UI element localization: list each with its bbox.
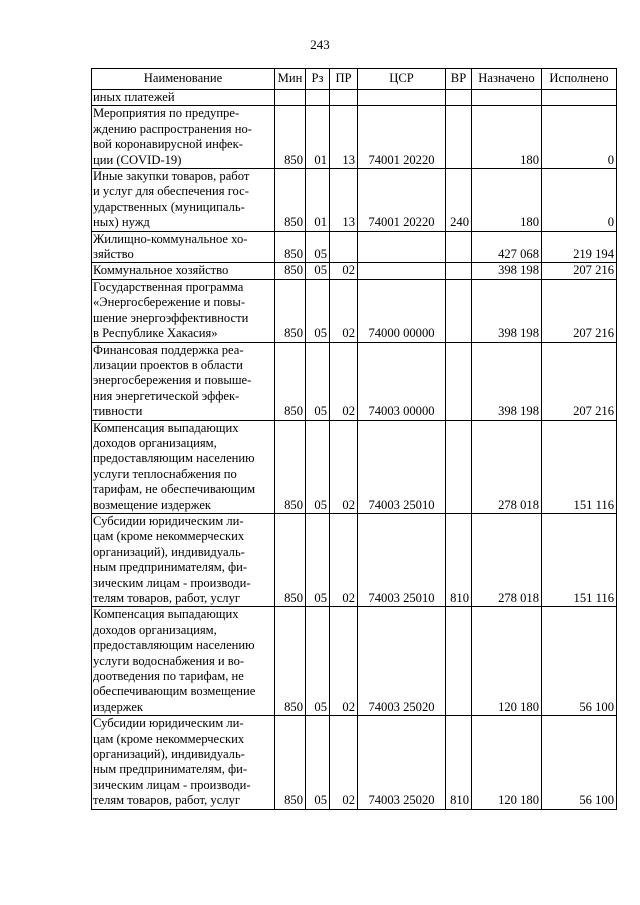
cell-assigned (472, 90, 542, 106)
cell-min: 850 (275, 279, 306, 342)
cell-min: 850 (275, 420, 306, 513)
cell-rz: 05 (306, 513, 330, 606)
cell-assigned: 180 (472, 106, 542, 169)
cell-rz: 05 (306, 342, 330, 420)
cell-name: Компенсация выпадающих доходов организациям, предоставляющим населению услуги теплоснабжения по тарифам, не обеспечивающим возмещение издержек (92, 420, 275, 513)
cell-min: 850 (275, 231, 306, 263)
cell-csr (358, 90, 446, 106)
col-header-pr: ПР (330, 69, 358, 90)
cell-pr: 02 (330, 279, 358, 342)
table-row (92, 342, 617, 420)
cell-assigned: 398 198 (472, 279, 542, 342)
cell-name: Субсидии юридическим ли- цам (кроме некоммерческих организаций), индивидуаль- ным предпринимателям, фи- зическим лицам - производи- телям товаров, работ, услуг (92, 716, 275, 809)
cell-pr (330, 231, 358, 263)
table-row (92, 279, 617, 342)
cell-executed: 151 116 (542, 420, 617, 513)
cell-min: 850 (275, 607, 306, 716)
budget-table (91, 68, 617, 810)
cell-csr: 74003 00000 (358, 342, 446, 420)
cell-vr (446, 90, 472, 106)
cell-name: Субсидии юридическим ли- цам (кроме некоммерческих организаций), индивидуаль- ным предпринимателям, фи- зическим лицам - производи- телям товаров, работ, услуг (92, 513, 275, 606)
cell-min: 850 (275, 342, 306, 420)
cell-vr: 810 (446, 716, 472, 809)
cell-rz: 01 (306, 169, 330, 232)
cell-name: Финансовая поддержка реа- лизации проектов в области энергосбережения и повыше- ния энергетической эффек- тивности (92, 342, 275, 420)
cell-min: 850 (275, 169, 306, 232)
cell-rz: 05 (306, 607, 330, 716)
cell-executed: 56 100 (542, 607, 617, 716)
cell-vr (446, 279, 472, 342)
table-header-row (92, 69, 617, 90)
cell-pr: 02 (330, 420, 358, 513)
cell-rz: 01 (306, 106, 330, 169)
cell-vr: 810 (446, 513, 472, 606)
cell-pr (330, 90, 358, 106)
cell-name: Коммунальное хозяйство (92, 263, 275, 279)
cell-pr: 02 (330, 263, 358, 279)
table-row (92, 263, 617, 279)
col-header-min: Мин (275, 69, 306, 90)
cell-min: 850 (275, 716, 306, 809)
cell-assigned: 278 018 (472, 513, 542, 606)
cell-executed: 151 116 (542, 513, 617, 606)
cell-assigned: 427 068 (472, 231, 542, 263)
cell-vr (446, 342, 472, 420)
cell-executed: 207 216 (542, 263, 617, 279)
cell-name: Государственная программа «Энергосбережение и повы- шение энергоэффективности в Республике Хакасия» (92, 279, 275, 342)
col-header-name: Наименование (92, 69, 275, 90)
cell-pr: 02 (330, 716, 358, 809)
table-row (92, 169, 617, 232)
page-number: 243 (310, 37, 330, 52)
cell-pr: 02 (330, 607, 358, 716)
cell-csr: 74001 20220 (358, 169, 446, 232)
cell-rz: 05 (306, 263, 330, 279)
cell-csr: 74003 25010 (358, 513, 446, 606)
cell-executed: 207 216 (542, 342, 617, 420)
cell-name: Мероприятия по предупре- ждению распространения но- вой коронавирусной инфек- ции (COVID-19) (92, 106, 275, 169)
cell-executed: 0 (542, 106, 617, 169)
cell-assigned: 398 198 (472, 263, 542, 279)
table-row (92, 106, 617, 169)
cell-vr: 240 (446, 169, 472, 232)
cell-csr: 74003 25020 (358, 716, 446, 809)
table-row (92, 513, 617, 606)
table-row (92, 716, 617, 809)
cell-vr (446, 231, 472, 263)
cell-csr: 74001 20220 (358, 106, 446, 169)
table-row (92, 90, 617, 106)
cell-min: 850 (275, 263, 306, 279)
cell-vr (446, 607, 472, 716)
cell-csr: 74003 25010 (358, 420, 446, 513)
cell-assigned: 120 180 (472, 716, 542, 809)
cell-pr: 13 (330, 169, 358, 232)
cell-executed: 207 216 (542, 279, 617, 342)
col-header-vr: ВР (446, 69, 472, 90)
cell-rz: 05 (306, 231, 330, 263)
cell-pr: 02 (330, 513, 358, 606)
cell-name: Иные закупки товаров, работ и услуг для обеспечения гос- ударственных (муниципаль- ных) нужд (92, 169, 275, 232)
cell-csr: 74000 00000 (358, 279, 446, 342)
cell-assigned: 120 180 (472, 607, 542, 716)
cell-pr: 13 (330, 106, 358, 169)
table-row (92, 607, 617, 716)
cell-name: Жилищно-коммунальное хо- зяйство (92, 231, 275, 263)
cell-assigned: 278 018 (472, 420, 542, 513)
cell-csr: 74003 25020 (358, 607, 446, 716)
col-header-executed: Исполнено (542, 69, 617, 90)
col-header-rz: Рз (306, 69, 330, 90)
cell-rz (306, 90, 330, 106)
cell-executed: 56 100 (542, 716, 617, 809)
cell-executed: 219 194 (542, 231, 617, 263)
cell-vr (446, 106, 472, 169)
cell-executed (542, 90, 617, 106)
cell-csr (358, 231, 446, 263)
cell-csr (358, 263, 446, 279)
cell-name: иных платежей (92, 90, 275, 106)
cell-name: Компенсация выпадающих доходов организациям, предоставляющим населению услуги водоснабжения и во- доотведения по тарифам, не обеспечивающим возмещение издержек (92, 607, 275, 716)
cell-assigned: 180 (472, 169, 542, 232)
table-row (92, 231, 617, 263)
cell-vr (446, 263, 472, 279)
cell-min (275, 90, 306, 106)
cell-min: 850 (275, 513, 306, 606)
table-row (92, 420, 617, 513)
col-header-csr: ЦСР (358, 69, 446, 90)
cell-rz: 05 (306, 279, 330, 342)
cell-vr (446, 420, 472, 513)
cell-rz: 05 (306, 420, 330, 513)
cell-pr: 02 (330, 342, 358, 420)
col-header-assigned: Назначено (472, 69, 542, 90)
cell-executed: 0 (542, 169, 617, 232)
cell-min: 850 (275, 106, 306, 169)
cell-assigned: 398 198 (472, 342, 542, 420)
cell-rz: 05 (306, 716, 330, 809)
